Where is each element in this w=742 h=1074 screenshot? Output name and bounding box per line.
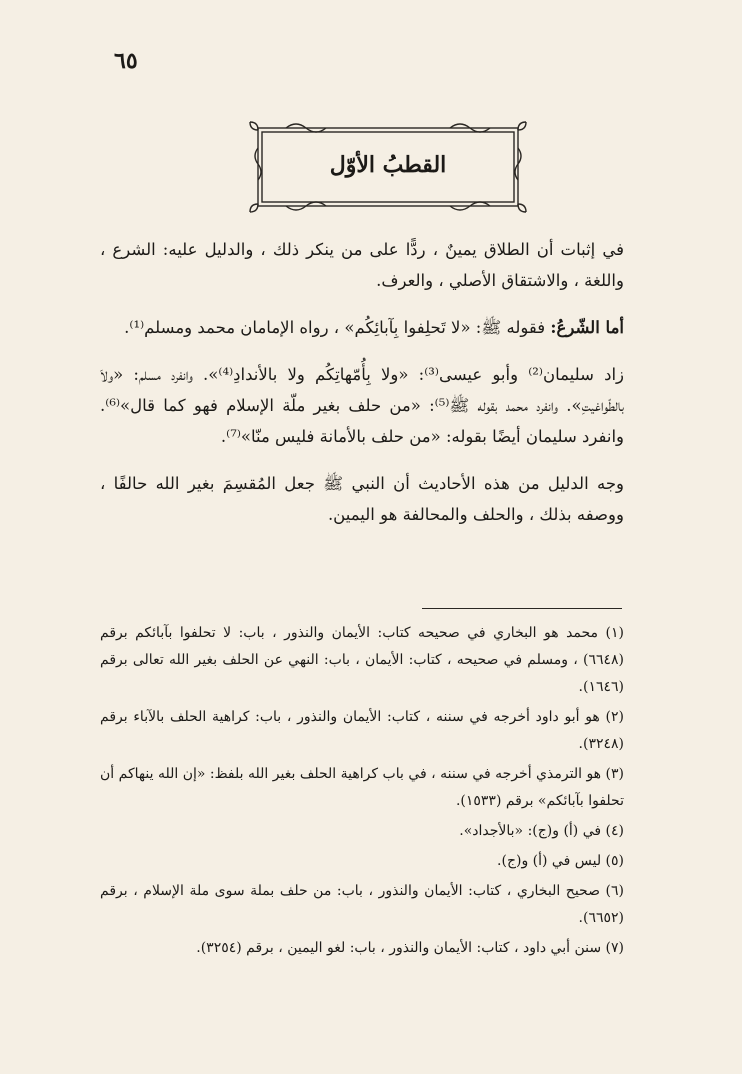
paragraph-lead: أما الشّرعُ: bbox=[550, 318, 624, 337]
paragraph-text: في إثبات أن الطلاق يمينٌ ، ردًّا على من ينكر ذلك ، والدليل عليه: الشرع ، واللغة ، والاشتقاق الأصلي ، والعرف. bbox=[100, 240, 624, 290]
title-frame bbox=[246, 118, 530, 216]
paragraph-text: فقوله ﷺ: «لا تَحلِفوا بِآبائِكُم» ، رواه الإمامان محمد ومسلم⁽¹⁾. bbox=[124, 318, 546, 337]
footnote: (٢) هو أبو داود أخرجه في سننه ، كتاب: الأيمان والنذور ، باب: كراهية الحلف بالآباء برقم (٣٢٤٨). bbox=[100, 709, 624, 752]
footnote: (٦) صحيح البخاري ، كتاب: الأيمان والنذور ، باب: من حلف بملة سوى ملة الإسلام ، برقم (٦٦٥٢). bbox=[100, 883, 624, 926]
page-number: ٦٥ bbox=[114, 48, 138, 74]
footnote: (٥) ليس في (أ) و(ج). bbox=[497, 853, 624, 869]
footnote-divider bbox=[422, 608, 622, 609]
footnote: (١) محمد هو البخاري في صحيحه كتاب: الأيمان والنذور ، باب: لا تحلفوا بآبائكم برقم (٦٦٤٨) ، ومسلم في صحيحه ، كتاب: الأيمان ، باب: النهي عن الحلف بغير الله تعالى برقم (١٦٤٦). bbox=[100, 625, 624, 695]
paragraph-text: وجه الدليل من هذه الأحاديث أن النبي ﷺ جعل المُقسِمَ بغير الله حالفًا ، ووصفه بذلك ، والحلف والمحالفة هو اليمين. bbox=[100, 474, 624, 524]
paragraph bbox=[100, 312, 624, 343]
paragraph bbox=[100, 359, 624, 452]
footnotes bbox=[100, 620, 624, 965]
footnote: (٣) هو الترمذي أخرجه في سننه ، في باب كراهية الحلف بغير الله بلفظ: «إن الله ينهاكم أن تحلفوا بآبائكم» برقم (١٥٣٣). bbox=[100, 766, 624, 809]
paragraph-text: زاد سليمان⁽²⁾ وأبو عيسى⁽³⁾: «ولا بِأُمّهاتِكُم ولا بالأندادِ⁽⁴⁾». وانفرد مسلم: «ولاَ بالطّواغيتِ». وانفرد محمد بقوله ﷺ⁽⁵⁾: «من حلف بغير ملّة الإسلام فهو كما قال»⁽⁶⁾. وانفرد سليمان أيضًا بقوله: «من حلف بالأمانة فليس منّا»⁽⁷⁾. bbox=[100, 365, 624, 446]
footnote: (٤) في (أ) و(ج): «بالأجداد». bbox=[459, 823, 624, 839]
paragraph bbox=[100, 234, 624, 296]
section-title: القطبُ الأوّل bbox=[329, 152, 447, 178]
paragraph bbox=[100, 468, 624, 530]
main-text bbox=[100, 234, 624, 546]
footnote: (٧) سنن أبي داود ، كتاب: الأيمان والنذور ، باب: لغو اليمين ، برقم (٣٢٥٤). bbox=[196, 940, 624, 956]
